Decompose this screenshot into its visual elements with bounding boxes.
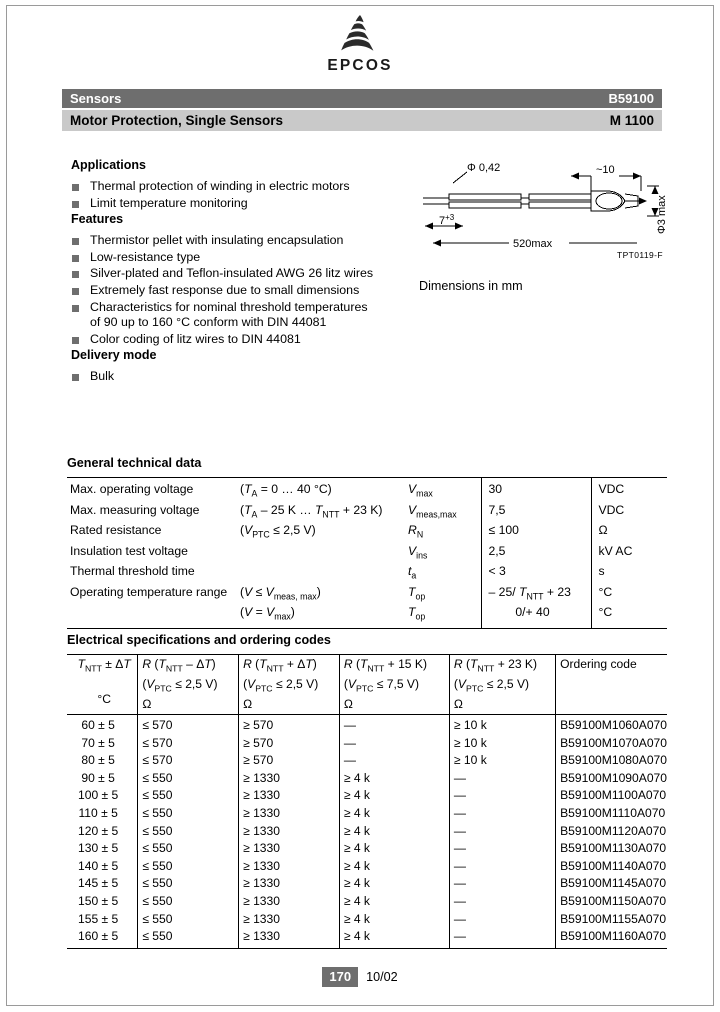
table-row	[67, 502, 667, 523]
table-row	[67, 823, 667, 841]
cell-r-plus-23k: —	[449, 858, 555, 876]
cell-r-minus-dt: ≤ 550	[138, 840, 239, 858]
cell-ordering-code: B59100M1155A070	[560, 911, 667, 926]
col-header-r-plus-23k: R ($T_{NTT} + 23$ K) ($V_{PTC} \le 2,5$ V) Ω	[449, 655, 555, 715]
cell-r-plus-15k: —	[339, 752, 449, 770]
table-row	[67, 584, 667, 605]
table-row	[67, 478, 667, 502]
cell-r-plus-23k: —	[449, 823, 555, 841]
table-row	[67, 928, 667, 948]
cell-threshold: 155 ± 5	[67, 911, 138, 929]
applications-item-1: Limit temperature monitoring	[90, 195, 248, 210]
cell-r-plus-15k: ≥ 4 k	[339, 787, 449, 805]
gtd-unit-4: s	[598, 564, 605, 579]
gtd-sym-5: $T_{op}$	[405, 584, 481, 605]
cell-r-plus-dt: ≥ 1330	[239, 770, 340, 788]
delivery-mode-heading: Delivery mode	[71, 348, 157, 363]
list-item	[71, 332, 416, 348]
col-header-r-plus-dt: R $(T_{NTT} + \Delta T)$ ($V_{PTC} \le 2,5$ V) Ω	[239, 655, 340, 715]
col-header-r-plus-15k: R ($T_{NTT} + 15$ K) ($V_{PTC} \le 7,5$ V) Ω	[339, 655, 449, 715]
cell-r-plus-dt: ≥ 1330	[239, 928, 340, 948]
applications-item-0: Thermal protection of winding in electric motors	[90, 179, 350, 193]
sensor-outline-drawing-icon	[419, 158, 669, 270]
cell-r-minus-dt: ≤ 550	[138, 823, 239, 841]
cell-r-plus-dt: ≥ 1330	[239, 875, 340, 893]
gtd-cond-4	[237, 563, 405, 584]
cell-r-minus-dt: ≤ 570	[138, 715, 239, 735]
epcos-tree-logo-icon	[332, 14, 388, 56]
applications-heading: Applications	[71, 158, 147, 172]
title-bars	[62, 89, 662, 131]
cell-r-plus-dt: ≥ 1330	[239, 787, 340, 805]
table-row	[67, 563, 667, 584]
gtd-name-0: Max. operating voltage	[70, 482, 194, 496]
cell-r-plus-23k: ≥ 10 k	[449, 752, 555, 770]
cell-ordering-code: B59100M1070A070	[560, 735, 667, 750]
cell-threshold: 80 ± 5	[67, 752, 138, 770]
table-row	[67, 875, 667, 893]
cell-r-plus-15k: ≥ 4 k	[339, 770, 449, 788]
col-header-r-minus-dt: R $(T_{NTT} - \Delta T)$ ($V_{PTC} \le 2,5$ V) Ω	[138, 655, 239, 715]
cell-r-plus-23k: ≥ 10 k	[449, 735, 555, 753]
cell-r-plus-15k: —	[339, 735, 449, 753]
cell-r-plus-dt: ≥ 1330	[239, 805, 340, 823]
features-list	[71, 233, 416, 347]
cell-r-plus-dt: ≥ 570	[239, 735, 340, 753]
table-row	[67, 858, 667, 876]
cell-r-plus-15k: ≥ 4 k	[339, 858, 449, 876]
cell-threshold: 130 ± 5	[67, 840, 138, 858]
gtd-sym-1: $V_{meas,max}$	[405, 502, 481, 523]
cell-r-plus-23k: —	[449, 875, 555, 893]
header-bar-category	[62, 89, 662, 108]
header-series-code: M 1100	[609, 113, 654, 128]
table-row	[67, 787, 667, 805]
gtd-cond-3	[237, 543, 405, 564]
col-header-ordering-code: Ordering code	[560, 657, 637, 671]
cell-r-plus-dt: ≥ 1330	[239, 893, 340, 911]
cell-r-plus-dt: ≥ 570	[239, 715, 340, 735]
table-row	[67, 805, 667, 823]
list-item	[71, 369, 416, 385]
features-item-2: Silver-plated and Teflon-insulated AWG 26 litz wires	[90, 266, 374, 281]
cell-ordering-code: B59100M1130A070	[560, 841, 667, 856]
gtd-unit-2: Ω	[598, 523, 608, 538]
gtd-val-6-text: 0/+ 40	[515, 605, 550, 620]
cell-r-minus-dt: ≤ 550	[138, 858, 239, 876]
table-row	[67, 604, 667, 628]
list-item	[71, 233, 416, 249]
cell-ordering-code: B59100M1100A070	[560, 788, 667, 803]
gtd-cond-1: ($T_A - 25$ K … $T_{NTT} + 23$ K)	[240, 502, 383, 519]
cell-threshold: 110 ± 5	[67, 805, 138, 823]
gtd-sym-6: $T_{op}$	[405, 604, 481, 628]
delivery-mode-list	[71, 369, 416, 385]
cell-r-plus-23k: —	[449, 805, 555, 823]
cell-r-plus-dt: ≥ 1330	[239, 823, 340, 841]
label-drawing-code: TPT0119-F	[617, 250, 663, 260]
gtd-name-6	[67, 604, 237, 628]
gtd-unit-5: °C	[598, 584, 613, 599]
table-row	[67, 715, 667, 735]
gtd-val-4: < 3	[481, 563, 591, 584]
cell-ordering-code: B59100M1110A070	[560, 806, 666, 820]
table-row	[67, 752, 667, 770]
gtd-name-5: Operating temperature range	[70, 584, 228, 599]
col-header-threshold: $T_{NTT} \pm \Delta T$ °C	[67, 655, 138, 715]
page-date: 10/02	[366, 970, 398, 984]
features-item-3: Extremely fast response due to small dimensions	[90, 282, 360, 297]
page-footer	[7, 967, 713, 987]
cell-r-minus-dt: ≤ 550	[138, 893, 239, 911]
gtd-sym-3: $V_{ins}$	[405, 543, 481, 564]
cell-r-plus-dt: ≥ 570	[239, 752, 340, 770]
features-heading: Features	[71, 212, 124, 227]
table-row	[67, 911, 667, 929]
applications-list	[71, 179, 416, 211]
cell-r-plus-23k: —	[449, 770, 555, 788]
cell-r-plus-23k: —	[449, 840, 555, 858]
features-item-0: Thermistor pellet with insulating encapsulation	[90, 233, 344, 248]
table-row	[67, 735, 667, 753]
cell-r-minus-dt: ≤ 550	[138, 875, 239, 893]
table-row	[67, 840, 667, 858]
cell-threshold: 70 ± 5	[67, 735, 138, 753]
table-body	[67, 715, 667, 949]
cell-r-plus-23k: —	[449, 893, 555, 911]
cell-r-plus-23k: —	[449, 928, 555, 948]
gtd-val-5: – 25/ $T_{NTT} + 23$	[481, 584, 591, 605]
cell-threshold: 160 ± 5	[67, 928, 138, 948]
gtd-cond-2: ($V_{PTC} \le 2,5$ V)	[240, 523, 316, 540]
features-item-5: Color coding of litz wires to DIN 44081	[90, 331, 301, 346]
electrical-specifications-table	[67, 654, 667, 949]
list-item	[71, 283, 416, 299]
cell-ordering-code: B59100M1140A070	[560, 858, 667, 873]
cell-r-plus-dt: ≥ 1330	[239, 911, 340, 929]
datasheet-page	[6, 5, 714, 1006]
cell-r-minus-dt: ≤ 550	[138, 928, 239, 948]
gtd-unit-3: kV AC	[598, 543, 633, 558]
table-row	[67, 543, 667, 564]
list-item	[71, 266, 416, 282]
gtd-unit-0: VDC	[598, 482, 625, 496]
gtd-name-3: Insulation test voltage	[70, 543, 188, 558]
left-content-column	[71, 158, 416, 386]
table-row	[67, 770, 667, 788]
electrical-specifications-heading: Electrical specifications and ordering codes	[67, 633, 331, 647]
header-subtitle-label: Motor Protection, Single Sensors	[70, 113, 284, 128]
cell-threshold: 150 ± 5	[67, 893, 138, 911]
label-lead-strip: $7^{+3}$	[439, 213, 455, 227]
cell-threshold: 60 ± 5	[67, 715, 138, 735]
cell-ordering-code: B59100M1150A070	[560, 893, 667, 908]
table-header	[67, 655, 667, 715]
cell-threshold: 90 ± 5	[67, 770, 138, 788]
delivery-item-0: Bulk	[90, 369, 115, 384]
header-bar-subtitle	[62, 110, 662, 131]
gtd-cond-0: ($T_A = 0$ … 40 °C)	[240, 482, 332, 499]
cell-r-plus-15k: ≥ 4 k	[339, 928, 449, 948]
cell-r-plus-dt: ≥ 1330	[239, 858, 340, 876]
cell-r-minus-dt: ≤ 550	[138, 911, 239, 929]
cell-r-plus-15k: ≥ 4 k	[339, 823, 449, 841]
cell-r-plus-15k: ≥ 4 k	[339, 911, 449, 929]
general-technical-data-heading: General technical data	[67, 456, 202, 470]
cell-r-plus-23k: —	[449, 787, 555, 805]
cell-r-plus-15k: ≥ 4 k	[339, 805, 449, 823]
table-row	[67, 522, 667, 543]
label-body-length: ~10	[596, 164, 615, 176]
gtd-val-0: 30	[481, 478, 591, 502]
gtd-name-4: Thermal threshold time	[70, 564, 195, 579]
dimension-drawing	[419, 158, 669, 293]
cell-ordering-code: B59100M1145A070	[560, 876, 667, 891]
cell-threshold: 140 ± 5	[67, 858, 138, 876]
cell-r-minus-dt: ≤ 550	[138, 787, 239, 805]
table-header-row	[67, 655, 667, 715]
list-item	[71, 196, 416, 212]
cell-r-plus-15k: ≥ 4 k	[339, 893, 449, 911]
features-item-4-line1: Characteristics for nominal threshold temperatures	[90, 299, 368, 314]
gtd-val-3: 2,5	[481, 543, 591, 564]
general-technical-data-table	[67, 477, 667, 629]
brand-logo	[7, 14, 713, 75]
gtd-cond-6: $(V = V_{max})$	[240, 605, 295, 622]
gtd-cond-5: $(V \le V_{meas, max})$	[240, 584, 321, 602]
gtd-val-2: ≤ 100	[481, 522, 591, 543]
cell-threshold: 100 ± 5	[67, 787, 138, 805]
drawing-caption: Dimensions in mm	[419, 279, 523, 293]
list-item	[71, 179, 416, 195]
cell-ordering-code: B59100M1060A070	[560, 718, 667, 733]
gtd-val-6	[481, 604, 591, 628]
cell-r-plus-23k: ≥ 10 k	[449, 715, 555, 735]
list-item	[71, 300, 416, 331]
table-row	[67, 893, 667, 911]
gtd-unit-1: VDC	[598, 502, 625, 517]
brand-name: EPCOS	[327, 57, 393, 74]
list-item	[71, 250, 416, 266]
cell-ordering-code: B59100M1120A070	[560, 823, 667, 838]
cell-ordering-code: B59100M1080A070	[560, 753, 667, 768]
gtd-sym-4: $t_a$	[405, 563, 481, 584]
cell-r-plus-dt: ≥ 1330	[239, 840, 340, 858]
label-wire-diameter: Φ 0,42	[467, 162, 501, 174]
cell-r-plus-23k: —	[449, 911, 555, 929]
cell-r-plus-15k: —	[339, 715, 449, 735]
header-category-label: Sensors	[70, 91, 122, 106]
cell-ordering-code: B59100M1090A070	[560, 770, 667, 785]
gtd-name-1: Max. measuring voltage	[70, 502, 200, 517]
cell-r-minus-dt: ≤ 570	[138, 735, 239, 753]
cell-r-plus-15k: ≥ 4 k	[339, 875, 449, 893]
cell-ordering-code: B59100M1160A070	[560, 929, 667, 944]
gtd-name-2: Rated resistance	[70, 523, 162, 538]
cell-r-minus-dt: ≤ 550	[138, 770, 239, 788]
gtd-sym-2: $R_N$	[405, 522, 481, 543]
cell-threshold: 120 ± 5	[67, 823, 138, 841]
cell-threshold: 145 ± 5	[67, 875, 138, 893]
cell-r-minus-dt: ≤ 550	[138, 805, 239, 823]
label-body-diameter: Φ3 max	[656, 195, 668, 234]
features-item-4-line2: of 90 up to 160 °C conform with DIN 44081	[90, 315, 327, 330]
cell-r-minus-dt: ≤ 570	[138, 752, 239, 770]
gtd-sym-0: $V_{max}$	[405, 478, 481, 502]
gtd-unit-6: °C	[598, 605, 613, 620]
cell-r-plus-15k: ≥ 4 k	[339, 840, 449, 858]
gtd-val-1: 7,5	[481, 502, 591, 523]
label-total-length: 520max	[513, 238, 553, 250]
header-part-number: B59100	[608, 91, 654, 106]
page-number-badge: 170	[322, 967, 358, 987]
features-item-1: Low-resistance type	[90, 249, 201, 264]
